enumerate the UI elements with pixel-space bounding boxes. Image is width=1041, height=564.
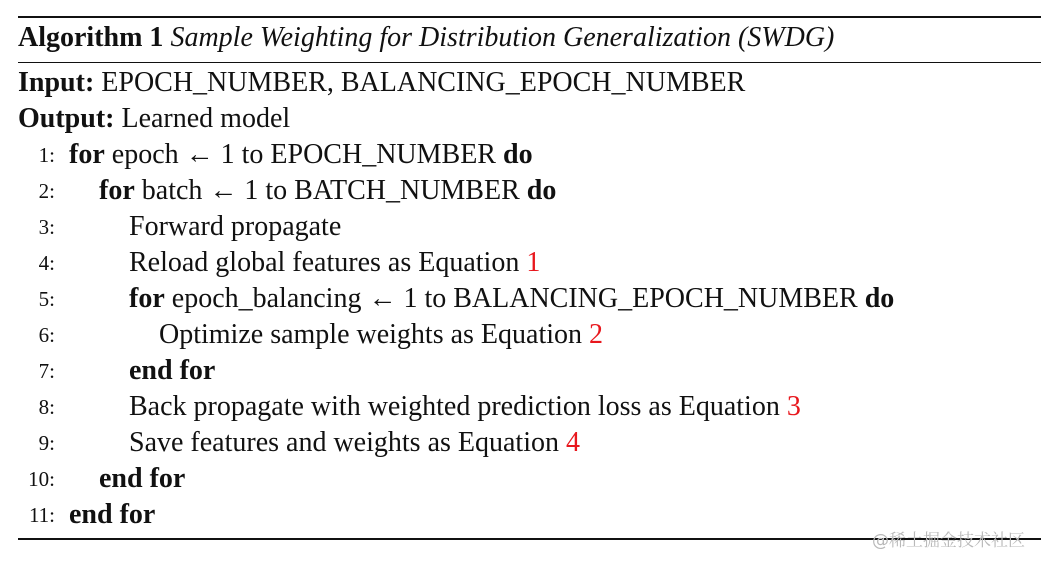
line-content (99, 173, 556, 209)
caption-rule (18, 62, 1041, 63)
keyword: do (864, 283, 895, 314)
keyword: do (526, 175, 557, 206)
line-number: 4: (38, 251, 55, 275)
equation-ref-link[interactable]: 1 (526, 247, 541, 278)
line-content (129, 209, 341, 245)
line-content (159, 317, 603, 353)
keyword: end for (99, 463, 186, 494)
equation-ref-link[interactable]: 3 (786, 391, 801, 422)
watermark: @稀土掘金技术社区 (872, 531, 1025, 551)
algorithm-label: Algorithm 1 (18, 22, 164, 53)
line-number: 5: (38, 287, 55, 311)
line-content (129, 425, 580, 461)
line-text: Optimize sample weights as Equation (159, 319, 590, 350)
algorithm-title: Sample Weighting for Distribution Generalization (SWDG) (170, 22, 835, 53)
line-number: 10: (28, 467, 55, 491)
line-text: epoch ← 1 to EPOCH_NUMBER (104, 139, 503, 170)
line-number: 1: (38, 143, 55, 167)
line-content (69, 137, 533, 173)
line-content (69, 497, 155, 533)
line-text: batch ← 1 to BATCH_NUMBER (134, 175, 527, 206)
keyword: for (129, 283, 165, 314)
line-content (129, 281, 894, 317)
line-number: 9: (38, 431, 55, 455)
line-number: 2: (38, 179, 55, 203)
top-rule (18, 16, 1041, 18)
equation-ref-link[interactable]: 2 (589, 319, 604, 350)
keyword: end for (129, 355, 216, 386)
line-content (129, 353, 215, 389)
line-number: 11: (28, 503, 55, 527)
input-value: EPOCH_NUMBER, BALANCING_EPOCH_NUMBER (101, 67, 746, 98)
output-line (18, 101, 290, 137)
line-text: Forward propagate (129, 211, 342, 242)
input-key: Input: (18, 67, 95, 98)
line-number: 3: (38, 215, 55, 239)
line-number: 8: (38, 395, 55, 419)
line-content (129, 245, 540, 281)
keyword: for (69, 139, 105, 170)
output-key: Output: (18, 103, 115, 134)
equation-ref-link[interactable]: 4 (565, 427, 580, 458)
keyword: end for (69, 499, 156, 530)
line-text: Save features and weights as Equation (129, 427, 566, 458)
line-text: epoch_balancing ← 1 to BALANCING_EPOCH_NUMBER (164, 283, 865, 314)
keyword: for (99, 175, 135, 206)
line-text: Back propagate with weighted prediction loss as Equation (129, 391, 787, 422)
line-text: Reload global features as Equation (129, 247, 527, 278)
output-value: Learned model (121, 103, 291, 134)
line-number: 7: (38, 359, 55, 383)
algorithm-caption (18, 20, 834, 56)
line-content (99, 461, 185, 497)
line-number: 6: (38, 323, 55, 347)
input-line (18, 65, 745, 101)
line-content (129, 389, 801, 425)
keyword: do (503, 139, 533, 170)
